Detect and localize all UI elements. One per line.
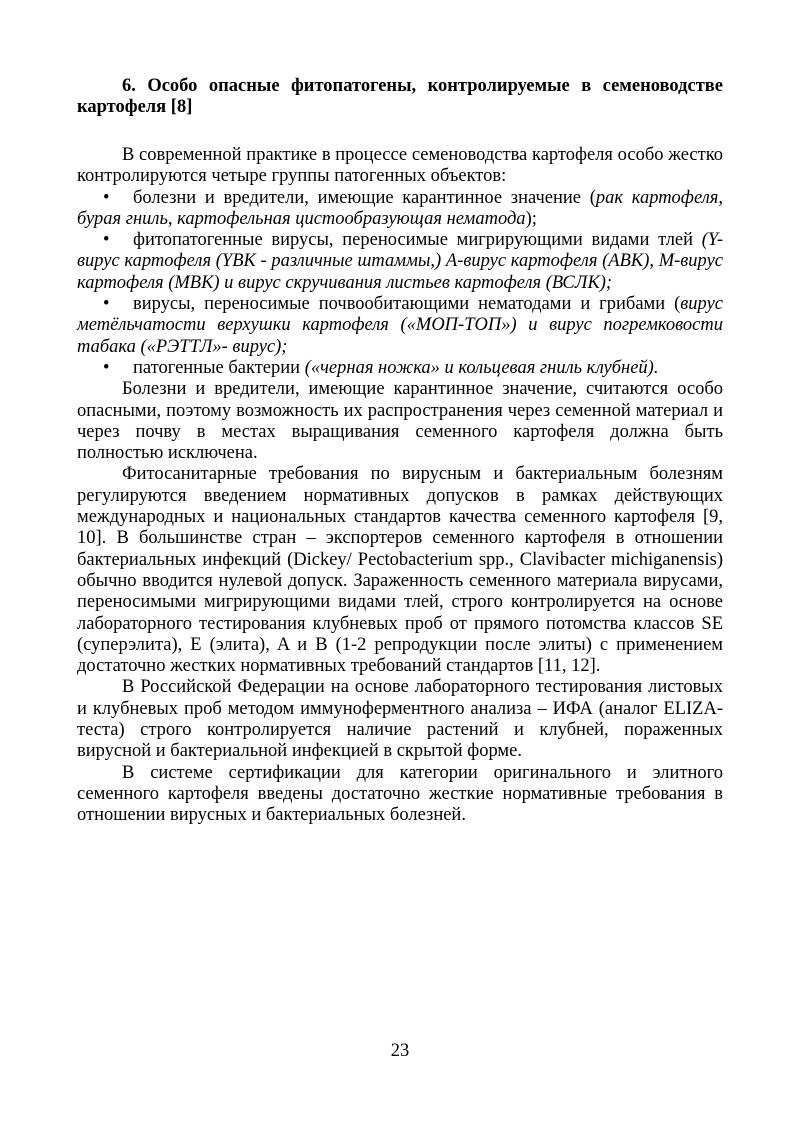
list-item-tail: ); bbox=[525, 208, 537, 229]
list-item-aphid-viruses bbox=[77, 230, 723, 294]
pathogen-groups-list bbox=[77, 188, 723, 380]
bullet-icon: • bbox=[103, 230, 110, 251]
paragraph-phytosanitary: Фитосанитарные требования по вирусным и бактериальным болезням регулируются введением нормативных допусков в рамках действующих международных и национальных стандартов качества семенного картофеля [9, 10]. В большинстве стран – экспортеров семенного картофеля в отношении бактериальных инфекций (Dickey/ Pectobacterium spp., Clavibacter michiganensis) обычно вводится нулевой допуск. Зараженность семенного материала вирусами, переносимыми мигрирующими видами тлей, строго контролируется на основе лабораторного тестирования клубневых проб от прямого потомства классов SE (суперэлита), E (элита), A и B (1-2 репродукции после элиты) с применением достаточно жестких нормативных требований стандартов [11, 12]. bbox=[77, 464, 723, 677]
paragraph-russia: В Российской Федерации на основе лабораторного тестирования листовых и клубневых проб методом иммуноферментного анализа – ИФА (аналог ELIZA-теста) строго контролируется наличие растений и клубней, пораженных вирусной и бактериальной инфекцией в скрытой форме. bbox=[77, 677, 723, 762]
intro-paragraph: В современной практике в процессе семеноводства картофеля особо жестко контролируются четыре группы патогенных объектов: bbox=[77, 145, 723, 187]
bullet-icon: • bbox=[103, 294, 110, 315]
list-item-italic: («черная ножка» и кольцевая гниль клубней). bbox=[304, 357, 659, 378]
list-item-soil-viruses bbox=[77, 294, 723, 358]
bullet-icon: • bbox=[103, 357, 110, 378]
list-item-text: вирусы, переносимые почвообитающими нематодами и грибами ( bbox=[133, 294, 681, 315]
section-heading: 6. Особо опасные фитопатогены, контролируемые в семеноводстве картофеля [8] bbox=[77, 76, 723, 117]
bullet-icon: • bbox=[103, 187, 110, 208]
list-item-italic: рак картофеля, бурая гниль, картофельная цистообразующая нематода bbox=[77, 187, 723, 229]
page-content bbox=[77, 76, 723, 827]
page-number: 23 bbox=[390, 1041, 410, 1061]
paragraph-certification: В системе сертификации для категории оригинального и элитного семенного картофеля введены достаточно жесткие нормативные требования в отношении вирусных и бактериальных болезней. bbox=[77, 762, 723, 826]
paragraph-quarantine: Болезни и вредители, имеющие карантинное значение, считаются особо опасными, поэтому возможность их распространения через семенной материал и через почву в местах выращивания семенного картофеля должна быть полностью исключена. bbox=[77, 379, 723, 464]
list-item-text: фитопатогенные вирусы, переносимые мигрирующими видами тлей bbox=[133, 230, 702, 251]
list-item-italic: (Y-вирус картофеля (YВК - различные штаммы,) А-вирус картофеля (АВК), М-вирус картофеля (МВК) и вирус скручивания листьев картофеля (ВСЛК); bbox=[77, 230, 723, 293]
list-item-bacteria bbox=[77, 358, 723, 379]
list-item-text: болезни и вредители, имеющие карантинное значение ( bbox=[133, 187, 596, 208]
list-item-quarantine bbox=[77, 188, 723, 231]
list-item-italic: вирус метёльчатости верхушки картофеля («МОП-ТОП») и вирус погремковости табака («РЭТТЛ»- вирус); bbox=[77, 294, 723, 357]
list-item-text: патогенные бактерии bbox=[133, 357, 305, 378]
